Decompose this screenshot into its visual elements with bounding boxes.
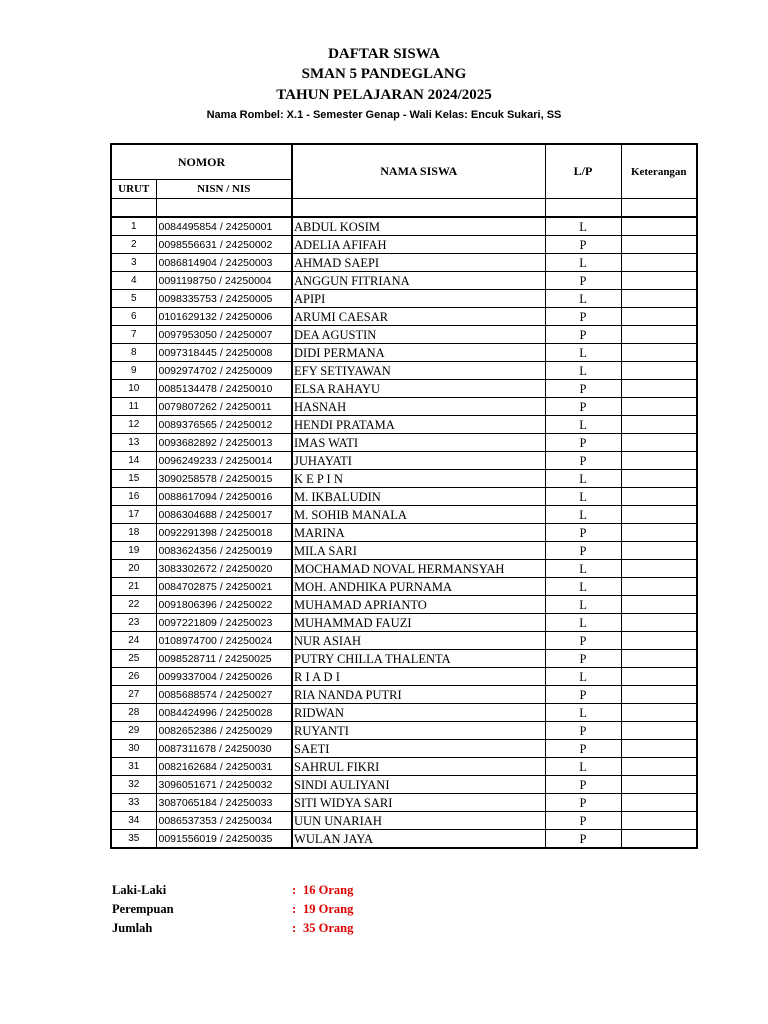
cell-nama: APIPI <box>292 290 545 308</box>
cell-nisn: 0083624356 / 24250019 <box>156 542 292 560</box>
table-row <box>111 506 697 524</box>
table-row <box>111 524 697 542</box>
cell-lp: L <box>545 704 621 722</box>
cell-nisn: 0079807262 / 24250011 <box>156 398 292 416</box>
cell-nisn: 3090258578 / 24250015 <box>156 470 292 488</box>
cell-nisn: 0086537353 / 24250034 <box>156 812 292 830</box>
cell-nisn: 0085134478 / 24250010 <box>156 380 292 398</box>
cell-urut: 6 <box>111 308 156 326</box>
cell-lp: L <box>545 596 621 614</box>
cell-keterangan <box>621 704 697 722</box>
cell-lp: P <box>545 326 621 344</box>
cell-keterangan <box>621 416 697 434</box>
cell-nisn: 0097953050 / 24250007 <box>156 326 292 344</box>
table-row <box>111 614 697 632</box>
document-title: DAFTAR SISWA <box>328 46 440 62</box>
summary-jumlah-colon: : <box>292 921 297 935</box>
table-row <box>111 217 697 236</box>
summary-perempuan-colon: : <box>292 902 297 916</box>
cell-nisn: 0101629132 / 24250006 <box>156 308 292 326</box>
table-spacer-row <box>111 199 697 218</box>
cell-urut: 20 <box>111 560 156 578</box>
cell-urut: 2 <box>111 236 156 254</box>
cell-urut: 17 <box>111 506 156 524</box>
cell-urut: 29 <box>111 722 156 740</box>
table-row <box>111 704 697 722</box>
cell-nama: SAHRUL FIKRI <box>292 758 545 776</box>
summary-laki-value: 16 Orang <box>303 883 354 897</box>
table-row <box>111 398 697 416</box>
cell-lp: L <box>545 362 621 380</box>
col-header-urut: URUT <box>111 180 156 199</box>
cell-nama: K E P I N <box>292 470 545 488</box>
cell-urut: 27 <box>111 686 156 704</box>
cell-lp: P <box>545 740 621 758</box>
cell-lp: L <box>545 290 621 308</box>
cell-nisn: 0084495854 / 24250001 <box>156 217 292 236</box>
cell-keterangan <box>621 794 697 812</box>
cell-nama: RUYANTI <box>292 722 545 740</box>
summary-row-perempuan <box>112 902 512 921</box>
cell-nama: MUHAMMAD FAUZI <box>292 614 545 632</box>
cell-urut: 13 <box>111 434 156 452</box>
table-row <box>111 542 697 560</box>
cell-nama: MUHAMAD APRIANTO <box>292 596 545 614</box>
cell-keterangan <box>621 524 697 542</box>
cell-keterangan <box>621 362 697 380</box>
cell-nisn: 3096051671 / 24250032 <box>156 776 292 794</box>
cell-lp: P <box>545 776 621 794</box>
cell-urut: 1 <box>111 217 156 236</box>
table-row <box>111 380 697 398</box>
cell-urut: 7 <box>111 326 156 344</box>
cell-keterangan <box>621 722 697 740</box>
table-row <box>111 776 697 794</box>
cell-nama: R I A D I <box>292 668 545 686</box>
summary-perempuan-label: Perempuan <box>112 902 174 916</box>
table-row <box>111 596 697 614</box>
table-row <box>111 830 697 849</box>
cell-keterangan <box>621 326 697 344</box>
cell-lp: P <box>545 236 621 254</box>
cell-nisn: 0093682892 / 24250013 <box>156 434 292 452</box>
table-row <box>111 668 697 686</box>
cell-nama: UUN UNARIAH <box>292 812 545 830</box>
cell-urut: 32 <box>111 776 156 794</box>
cell-keterangan <box>621 344 697 362</box>
cell-lp: P <box>545 272 621 290</box>
table-row <box>111 740 697 758</box>
table-row <box>111 632 697 650</box>
cell-nama: DIDI PERMANA <box>292 344 545 362</box>
cell-lp: L <box>545 470 621 488</box>
cell-keterangan <box>621 434 697 452</box>
cell-lp: L <box>545 614 621 632</box>
cell-nisn: 3087065184 / 24250033 <box>156 794 292 812</box>
cell-nisn: 0086814904 / 24250003 <box>156 254 292 272</box>
cell-keterangan <box>621 380 697 398</box>
table-row <box>111 452 697 470</box>
cell-urut: 34 <box>111 812 156 830</box>
cell-nisn: 0085688574 / 24250027 <box>156 686 292 704</box>
cell-keterangan <box>621 614 697 632</box>
summary-row-laki <box>112 883 512 902</box>
table-row <box>111 488 697 506</box>
cell-urut: 19 <box>111 542 156 560</box>
cell-keterangan <box>621 632 697 650</box>
cell-nisn: 0089376565 / 24250012 <box>156 416 292 434</box>
cell-nama: RIA NANDA PUTRI <box>292 686 545 704</box>
summary-perempuan-value: 19 Orang <box>303 902 354 916</box>
cell-urut: 12 <box>111 416 156 434</box>
cell-keterangan <box>621 650 697 668</box>
cell-nama: RIDWAN <box>292 704 545 722</box>
cell-nama: SITI WIDYA SARI <box>292 794 545 812</box>
class-info: Nama Rombel: X.1 - Semester Genap - Wali Kelas: Encuk Sukari, SS <box>206 109 562 121</box>
cell-urut: 5 <box>111 290 156 308</box>
cell-keterangan <box>621 668 697 686</box>
cell-lp: P <box>545 722 621 740</box>
cell-lp: P <box>545 398 621 416</box>
cell-lp: P <box>545 452 621 470</box>
cell-keterangan <box>621 740 697 758</box>
cell-keterangan <box>621 506 697 524</box>
cell-urut: 25 <box>111 650 156 668</box>
table-row <box>111 470 697 488</box>
cell-nisn: 0082162684 / 24250031 <box>156 758 292 776</box>
cell-nisn: 0092291398 / 24250018 <box>156 524 292 542</box>
cell-nisn: 0084424996 / 24250028 <box>156 704 292 722</box>
cell-urut: 23 <box>111 614 156 632</box>
cell-urut: 18 <box>111 524 156 542</box>
cell-lp: L <box>545 488 621 506</box>
cell-nisn: 0091556019 / 24250035 <box>156 830 292 849</box>
col-header-nomor: NOMOR <box>111 144 292 180</box>
cell-urut: 4 <box>111 272 156 290</box>
cell-keterangan <box>621 686 697 704</box>
col-header-nisn: NISN / NIS <box>156 180 292 199</box>
cell-urut: 33 <box>111 794 156 812</box>
cell-lp: P <box>545 632 621 650</box>
cell-nisn: 0082652386 / 24250029 <box>156 722 292 740</box>
cell-nama: SINDI AULIYANI <box>292 776 545 794</box>
table-row <box>111 812 697 830</box>
cell-keterangan <box>621 488 697 506</box>
cell-nama: M. IKBALUDIN <box>292 488 545 506</box>
cell-nama: ADELIA AFIFAH <box>292 236 545 254</box>
cell-keterangan <box>621 596 697 614</box>
table-row <box>111 362 697 380</box>
cell-keterangan <box>621 290 697 308</box>
cell-lp: L <box>545 254 621 272</box>
cell-nama: PUTRY CHILLA THALENTA <box>292 650 545 668</box>
table-row <box>111 290 697 308</box>
cell-lp: L <box>545 578 621 596</box>
cell-nama: ARUMI CAESAR <box>292 308 545 326</box>
cell-keterangan <box>621 470 697 488</box>
cell-urut: 26 <box>111 668 156 686</box>
cell-nisn: 0091198750 / 24250004 <box>156 272 292 290</box>
cell-lp: P <box>545 650 621 668</box>
cell-nisn: 0097221809 / 24250023 <box>156 614 292 632</box>
cell-nisn: 0098556631 / 24250002 <box>156 236 292 254</box>
cell-lp: P <box>545 524 621 542</box>
table-row <box>111 434 697 452</box>
cell-urut: 30 <box>111 740 156 758</box>
cell-nisn: 3083302672 / 24250020 <box>156 560 292 578</box>
cell-nama: JUHAYATI <box>292 452 545 470</box>
cell-nisn: 0092974702 / 24250009 <box>156 362 292 380</box>
cell-nama: DEA AGUSTIN <box>292 326 545 344</box>
cell-nisn: 0099337004 / 24250026 <box>156 668 292 686</box>
table-row <box>111 326 697 344</box>
cell-nama: MOH. ANDHIKA PURNAMA <box>292 578 545 596</box>
cell-keterangan <box>621 217 697 236</box>
academic-year: TAHUN PELAJARAN 2024/2025 <box>276 87 492 103</box>
cell-urut: 31 <box>111 758 156 776</box>
cell-urut: 16 <box>111 488 156 506</box>
cell-nama: HASNAH <box>292 398 545 416</box>
cell-nama: MARINA <box>292 524 545 542</box>
table-row <box>111 650 697 668</box>
cell-lp: P <box>545 308 621 326</box>
col-header-nama: NAMA SISWA <box>292 144 545 199</box>
table-row <box>111 758 697 776</box>
cell-nama: AHMAD SAEPI <box>292 254 545 272</box>
cell-nisn: 0098335753 / 24250005 <box>156 290 292 308</box>
cell-urut: 22 <box>111 596 156 614</box>
cell-urut: 3 <box>111 254 156 272</box>
table-row <box>111 272 697 290</box>
table-row <box>111 794 697 812</box>
cell-nama: SAETI <box>292 740 545 758</box>
table-row <box>111 560 697 578</box>
cell-nama: ANGGUN FITRIANA <box>292 272 545 290</box>
cell-lp: L <box>545 560 621 578</box>
table-row <box>111 344 697 362</box>
summary-laki-label: Laki-Laki <box>112 883 167 897</box>
summary-row-jumlah <box>112 921 512 940</box>
cell-nama: MILA SARI <box>292 542 545 560</box>
cell-keterangan <box>621 560 697 578</box>
cell-nisn: 0086304688 / 24250017 <box>156 506 292 524</box>
cell-nisn: 0108974700 / 24250024 <box>156 632 292 650</box>
cell-urut: 28 <box>111 704 156 722</box>
cell-nisn: 0097318445 / 24250008 <box>156 344 292 362</box>
cell-nama: WULAN JAYA <box>292 830 545 849</box>
student-table <box>110 143 698 849</box>
col-header-keterangan: Keterangan <box>621 144 697 199</box>
cell-nama: M. SOHIB MANALA <box>292 506 545 524</box>
cell-nama: HENDI PRATAMA <box>292 416 545 434</box>
table-row <box>111 416 697 434</box>
cell-nama: ELSA RAHAYU <box>292 380 545 398</box>
cell-urut: 8 <box>111 344 156 362</box>
cell-lp: L <box>545 506 621 524</box>
cell-nama: IMAS WATI <box>292 434 545 452</box>
cell-keterangan <box>621 236 697 254</box>
cell-lp: P <box>545 794 621 812</box>
cell-keterangan <box>621 578 697 596</box>
cell-urut: 14 <box>111 452 156 470</box>
cell-keterangan <box>621 398 697 416</box>
cell-lp: L <box>545 416 621 434</box>
cell-lp: L <box>545 668 621 686</box>
cell-nisn: 0098528711 / 24250025 <box>156 650 292 668</box>
cell-keterangan <box>621 254 697 272</box>
table-row <box>111 308 697 326</box>
cell-urut: 21 <box>111 578 156 596</box>
cell-nama: NUR ASIAH <box>292 632 545 650</box>
cell-keterangan <box>621 776 697 794</box>
cell-urut: 10 <box>111 380 156 398</box>
cell-urut: 35 <box>111 830 156 849</box>
cell-keterangan <box>621 308 697 326</box>
summary-jumlah-value: 35 Orang <box>303 921 354 935</box>
table-row <box>111 686 697 704</box>
cell-nama: EFY SETIYAWAN <box>292 362 545 380</box>
summary-block <box>112 883 512 940</box>
cell-nisn: 0088617094 / 24250016 <box>156 488 292 506</box>
cell-urut: 11 <box>111 398 156 416</box>
cell-keterangan <box>621 542 697 560</box>
summary-laki-colon: : <box>292 883 297 897</box>
school-name: SMAN 5 PANDEGLANG <box>301 66 467 82</box>
cell-lp: P <box>545 812 621 830</box>
cell-lp: L <box>545 217 621 236</box>
cell-lp: L <box>545 344 621 362</box>
cell-lp: P <box>545 434 621 452</box>
cell-keterangan <box>621 830 697 849</box>
cell-nama: MOCHAMAD NOVAL HERMANSYAH <box>292 560 545 578</box>
cell-keterangan <box>621 272 697 290</box>
cell-lp: P <box>545 830 621 849</box>
cell-nisn: 0091806396 / 24250022 <box>156 596 292 614</box>
cell-keterangan <box>621 452 697 470</box>
cell-keterangan <box>621 758 697 776</box>
student-table-body <box>111 199 697 849</box>
summary-jumlah-label: Jumlah <box>112 921 153 935</box>
cell-nama: ABDUL KOSIM <box>292 217 545 236</box>
cell-lp: P <box>545 380 621 398</box>
table-row <box>111 578 697 596</box>
table-row <box>111 722 697 740</box>
cell-urut: 15 <box>111 470 156 488</box>
cell-urut: 24 <box>111 632 156 650</box>
cell-lp: P <box>545 686 621 704</box>
cell-nisn: 0087311678 / 24250030 <box>156 740 292 758</box>
cell-nisn: 0084702875 / 24250021 <box>156 578 292 596</box>
col-header-lp: L/P <box>545 144 621 199</box>
table-row <box>111 236 697 254</box>
cell-nisn: 0096249233 / 24250014 <box>156 452 292 470</box>
cell-keterangan <box>621 812 697 830</box>
cell-lp: L <box>545 758 621 776</box>
table-row <box>111 254 697 272</box>
cell-lp: P <box>545 542 621 560</box>
cell-urut: 9 <box>111 362 156 380</box>
